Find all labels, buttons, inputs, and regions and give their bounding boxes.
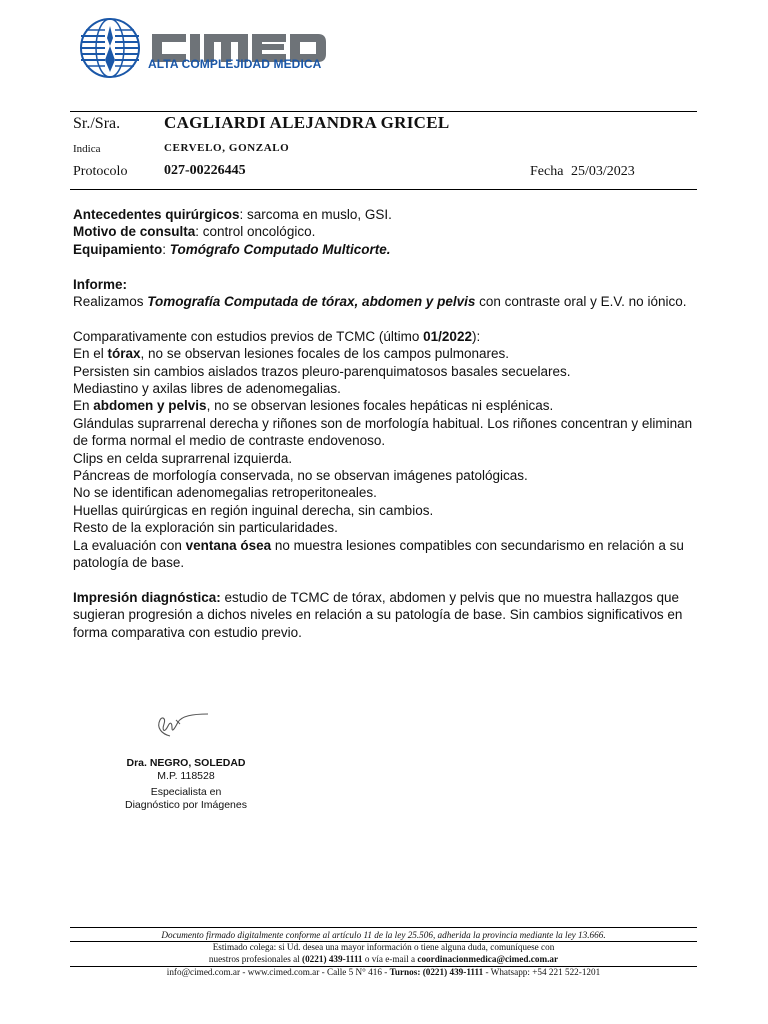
abdomen-a: En	[73, 398, 94, 414]
antecedentes-value: : sarcoma en muslo, GSI.	[239, 207, 392, 222]
motivo-value: : control oncológico.	[195, 224, 316, 240]
clips-line: Clips en celda suprarrenal izquierda.	[73, 450, 293, 466]
impresion-text: estudio de TCMC de tórax, abdomen y pelvis que no muestra hallazgos que sugieran progresión a dichos niveles en relación a su patología de base. Sin cambios significativos en forma comparativa con estudio previo.	[73, 589, 683, 640]
patient-name: CAGLIARDI ALEJANDRA GRICEL	[164, 113, 450, 132]
motivo-label: Motivo de consulta	[73, 224, 196, 240]
fecha-value: 25/03/2023	[570, 164, 635, 179]
indica-label: Indica	[73, 143, 101, 155]
antecedentes-line	[73, 206, 693, 223]
footer-contact-a: info@cimed.com.ar - www.cimed.com.ar - Calle 5 N° 416 -	[166, 967, 390, 977]
torax-line	[73, 345, 693, 362]
protocolo-value: 027-00226445	[164, 163, 246, 178]
footer-msg-b: o vía e-mail a	[362, 953, 418, 964]
brand-subtitle: ALTA COMPLEJIDAD MEDICA	[148, 57, 322, 71]
footer-msg-a: nuestros profesionales al	[208, 953, 303, 964]
footer-turnos-phone: (0221) 439-1111	[420, 967, 484, 977]
footer-message-line1: Estimado colega: si Ud. desea una mayor información o tiene alguna duda, comuníquese con	[212, 942, 555, 952]
informe-intro	[73, 293, 693, 310]
doctor-name: Dra. NEGRO, SOLEDAD	[126, 757, 246, 769]
ventana-a: La evaluación con	[73, 537, 186, 553]
footer-divider-top	[70, 927, 697, 928]
header-divider	[70, 111, 697, 112]
abdomen-b: abdomen y pelvis	[93, 398, 207, 414]
informe-intro-a: Realizamos	[73, 294, 148, 310]
comparativo-date: 01/2022	[423, 328, 472, 344]
torax-b: tórax	[107, 346, 141, 362]
impresion-paragraph	[73, 589, 693, 641]
equipamiento-sep: :	[162, 241, 170, 257]
informe-title-text: Informe:	[73, 276, 127, 292]
report-body	[73, 206, 693, 641]
antecedentes-label: Antecedentes quirúrgicos	[73, 207, 240, 222]
footer-turnos-label: Turnos:	[389, 967, 421, 977]
mediastino-line: Mediastino y axilas libres de adenomegalias.	[73, 381, 341, 397]
huellas-line: Huellas quirúrgicas en región inguinal derecha, sin cambios.	[73, 502, 434, 518]
footer-message-line2	[70, 954, 697, 966]
ventana-c: no muestra lesiones compatibles con secundarismo en relación a su patología de base.	[73, 537, 684, 571]
protocolo-label: Protocolo	[73, 164, 128, 179]
comparativo-line	[73, 328, 693, 345]
indica-value: CERVELO, GONZALO	[164, 142, 290, 154]
equipamiento-label: Equipamiento	[73, 241, 163, 257]
abdomen-line	[73, 397, 693, 414]
equipamiento-line	[73, 241, 693, 258]
doctor-specialty-1: Especialista en	[150, 786, 222, 798]
fecha-label: Fecha	[530, 164, 564, 179]
equipamiento-value: Tomógrafo Computado Multicorte.	[169, 241, 391, 257]
persisten-line: Persisten sin cambios aislados trazos pleuro-parenquimatosos basales secuelares.	[73, 363, 571, 379]
comparativo-a: Comparativamente con estudios previos de TCMC (último	[73, 328, 424, 344]
fecha	[530, 164, 639, 180]
informe-intro-c: con contraste oral y E.V. no iónico.	[475, 294, 687, 310]
abdomen-c: , no se observan lesiones focales hepáticas ni esplénicas.	[206, 398, 554, 414]
adenomegalias-line: No se identifican adenomegalias retroperitoneales.	[73, 485, 377, 501]
resto-line: Resto de la exploración sin particularidades.	[73, 520, 338, 536]
ventana-line	[73, 537, 693, 572]
doctor-specialty	[100, 786, 272, 812]
footer-email-link[interactable]: coordinacionmedica@cimed.com.ar	[417, 953, 559, 964]
torax-c: , no se observan lesiones focales de los campos pulmonares.	[140, 346, 510, 362]
informe-title	[73, 276, 693, 293]
doctor-specialty-2: Diagnóstico por Imágenes	[125, 799, 247, 811]
doctor-license: M.P. 118528	[157, 770, 215, 782]
pancreas-line: Páncreas de morfología conservada, no se observan imágenes patológicas.	[73, 468, 528, 484]
signature	[92, 708, 222, 748]
globe-icon	[81, 19, 139, 77]
footer-message	[70, 942, 697, 965]
comparativo-c: ):	[471, 328, 481, 344]
patient-divider	[70, 189, 697, 190]
impresion-label: Impresión diagnóstica:	[73, 589, 221, 605]
patient-label: Sr./Sra.	[73, 115, 121, 132]
torax-a: En el	[73, 346, 108, 362]
footer-contact	[70, 967, 697, 979]
motivo-line	[73, 223, 693, 240]
glandulas-line: Glándulas suprarrenal derecha y riñones son de morfología habitual. Los riñones concentran y eliminan de forma normal el medio de contraste endovenoso.	[73, 415, 693, 449]
ventana-b: ventana ósea	[185, 537, 272, 553]
footer-contact-b: - Whatsapp: +54 221 522-1201	[483, 967, 601, 977]
informe-study: Tomografía Computada de tórax, abdomen y pelvis	[147, 294, 476, 310]
footer-legal: Documento firmado digitalmente conforme al artículo 11 de la ley 25.506, adherida la provincia mediante la ley 13.666.	[161, 930, 606, 940]
footer-phone: (0221) 439-1111	[302, 953, 363, 964]
